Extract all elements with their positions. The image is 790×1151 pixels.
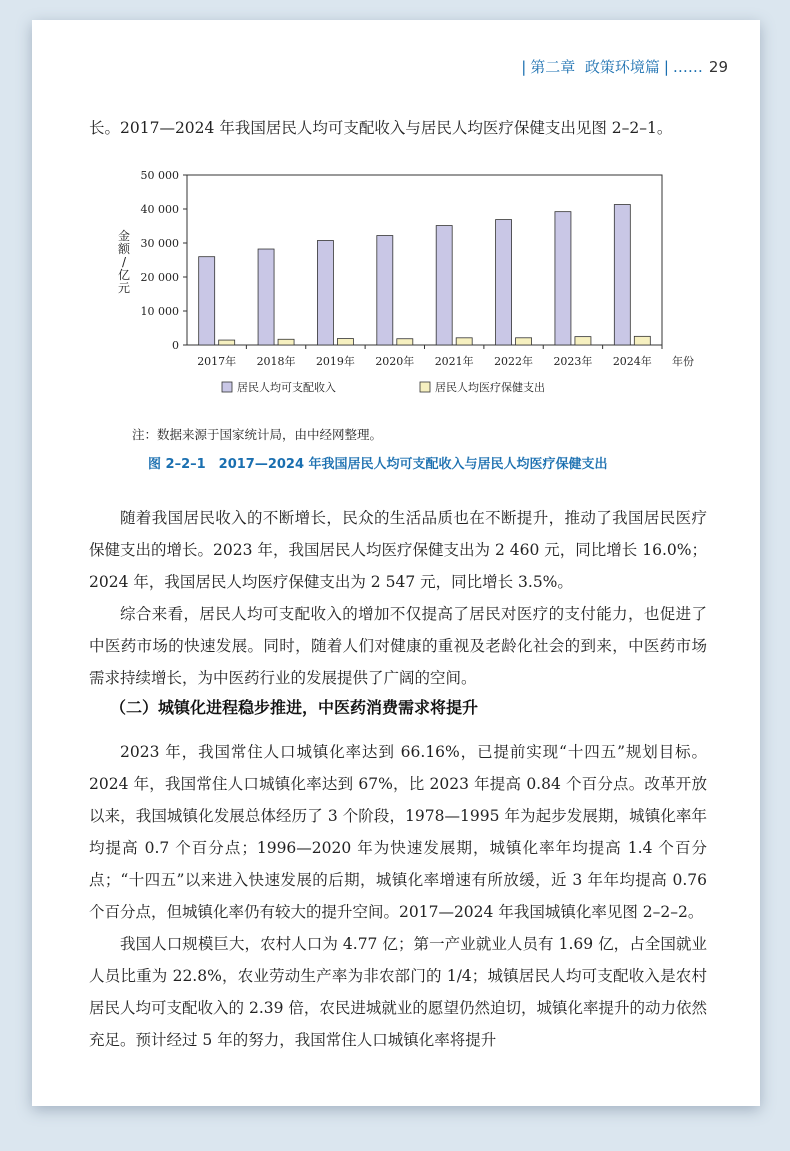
paragraph: 我国人口规模巨大，农村人口为 4.77 亿；第一产业就业人员有 1.69 亿，占全国就业人员比重为 22.8%，农业劳动生产率为非农部门的 1/4；城镇居民人均可支配收入是农村居民人均可支配收入的 2.39 倍，农民进城就业的愿望仍然迫切，城镇化率提升的动力依然充足。预计经过 5 年的努力，我国常住人口城镇化率将提升: [89, 935, 707, 1049]
figure-caption: 图 2–2–1 2017—2024 年我国居民人均可支配收入与居民人均医疗保健支出: [148, 457, 608, 472]
paragraph: 随着我国居民收入的不断增长，民众的生活品质也在不断提升，推动了我国居民医疗保健支出的增长。2023 年，我国居民人均医疗保健支出为 2 460 元，同比增长 16.0%；2024 年，我国居民人均医疗保健支出为 2 547 元，同比增长 3.5%。: [89, 509, 707, 591]
y-axis-label-char: 金: [117, 229, 131, 243]
paragraph-group-a: [89, 502, 707, 694]
section-label: 政策环境篇: [584, 58, 660, 76]
x-tick-label: 2021年: [434, 355, 474, 368]
bar-health: [575, 337, 591, 345]
y-axis-label-char: 额: [117, 242, 131, 256]
leader-dots: ……: [672, 58, 703, 76]
y-axis-label-char: /: [121, 255, 127, 269]
x-axis-unit-label: 年份: [672, 355, 694, 368]
paragraph: 综合来看，居民人均可支配收入的增加不仅提高了居民对医疗的支付能力，也促进了中医药市场的快速发展。同时，随着人们对健康的重视及老龄化社会的到来，中医药市场需求持续增长，为中医药行业的发展提供了广阔的空间。: [89, 605, 707, 687]
bar-income: [614, 205, 630, 345]
legend-label: 居民人均可支配收入: [237, 381, 336, 394]
bar-income: [258, 249, 274, 345]
y-tick-label: 0: [172, 339, 179, 352]
bar-income: [496, 220, 512, 345]
intro-line: 长。2017—2024 年我国居民人均可支配收入与居民人均医疗保健支出见图 2–2–1。: [89, 119, 673, 137]
chapter-label: 第二章: [530, 58, 576, 76]
legend-swatch: [420, 382, 430, 392]
bar-income: [317, 241, 333, 345]
x-tick-label: 2022年: [494, 355, 534, 368]
bar-health: [278, 339, 294, 345]
income-health-chart: [32, 20, 760, 420]
y-axis-label-char: 元: [117, 281, 131, 295]
x-tick-label: 2018年: [256, 355, 296, 368]
x-tick-label: 2019年: [315, 355, 355, 368]
x-tick-label: 2023年: [553, 355, 593, 368]
x-tick-label: 2017年: [197, 355, 237, 368]
book-page: [32, 20, 760, 1106]
bar-income: [436, 226, 452, 345]
bar-health: [219, 340, 235, 345]
bar-income: [377, 236, 393, 345]
bar-health: [516, 338, 532, 345]
bar-income: [555, 212, 571, 345]
bar-health: [337, 339, 353, 345]
section-heading: （二）城镇化进程稳步推进，中医药消费需求将提升: [110, 698, 479, 717]
page-number: 29: [708, 58, 728, 76]
bar-health: [634, 336, 650, 345]
bar-health: [397, 339, 413, 345]
running-head: | 第二章 政策环境篇 | …… 29: [521, 58, 728, 76]
chart-note: 注：数据来源于国家统计局，由中经网整理。: [132, 427, 383, 442]
y-tick-label: 50 000: [140, 169, 179, 182]
legend-swatch: [222, 382, 232, 392]
x-tick-label: 2024年: [612, 355, 652, 368]
y-axis-label-char: 亿: [117, 268, 131, 282]
y-tick-label: 30 000: [140, 237, 179, 250]
legend-label: 居民人均医疗保健支出: [435, 381, 545, 394]
y-tick-label: 10 000: [140, 305, 179, 318]
x-tick-label: 2020年: [375, 355, 415, 368]
y-tick-label: 40 000: [140, 203, 179, 216]
paragraph: 2023 年，我国常住人口城镇化率达到 66.16%，已提前实现“十四五”规划目标。2024 年，我国常住人口城镇化率达到 67%，比 2023 年提高 0.84 个百分点。改革开放以来，我国城镇化发展总体经历了 3 个阶段，1978—1995 年为起步发展期，城镇化率年均提高 0.7 个百分点；1996—2020 年为快速发展期，城镇化率年均提高 1.4 个百分点；“十四五”以来进入快速发展的后期，城镇化率增速有所放缓，近 3 年年均提高 0.76 个百分点，但城镇化率仍有较大的提升空间。2017—2024 年我国城镇化率见图 2–2–2。: [89, 743, 707, 921]
bar-health: [456, 338, 472, 345]
paragraph-group-b: [89, 736, 707, 1056]
bar-income: [199, 257, 215, 345]
y-tick-label: 20 000: [140, 271, 179, 284]
